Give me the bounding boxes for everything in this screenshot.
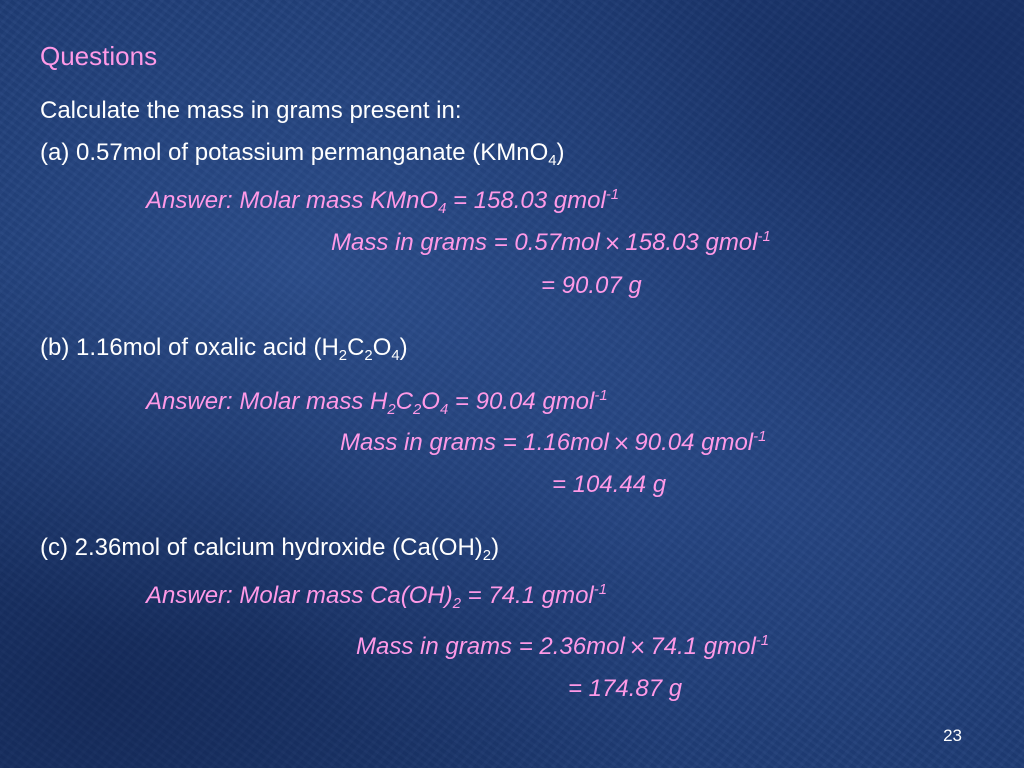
question-c: [40, 534, 500, 565]
question-a-close: ): [556, 139, 565, 166]
answer-b-molar-label: Answer: Molar mass H: [146, 388, 388, 415]
answer-c-mass-superscript: -1: [755, 633, 770, 650]
answer-a-molar-mass: [146, 187, 620, 218]
question-b-subscript-2: 2: [364, 348, 373, 365]
answer-b-molar-mass: [146, 388, 608, 419]
question-b-close: ): [399, 334, 408, 361]
answer-b-mass-label: Mass in grams = 1.16mol: [340, 429, 609, 456]
answer-a-molar-superscript: -1: [605, 187, 620, 204]
answer-c-molar-value: = 74.1 gmol: [461, 582, 594, 609]
question-a: [40, 139, 565, 170]
question-a-text: (a) 0.57mol of potassium permanganate (KMnO: [40, 139, 549, 166]
question-b-subscript-1: 2: [338, 348, 348, 365]
answer-a-molar-subscript: 4: [438, 201, 447, 218]
question-b-text: (b) 1.16mol of oxalic acid (H: [40, 334, 339, 361]
page-number: 23: [943, 726, 962, 745]
answer-b-molar-superscript: -1: [594, 388, 608, 405]
answer-b-subscript-1: 2: [387, 402, 396, 419]
times-icon: ×: [603, 231, 622, 255]
answer-b-c: C: [395, 388, 414, 415]
answer-c-result: = 174.87 g: [568, 675, 683, 702]
question-c-close: ): [491, 534, 500, 561]
answer-c-mass: [356, 633, 769, 661]
question-b-o: O: [372, 334, 392, 361]
answer-b-subscript-3: 4: [439, 402, 449, 419]
slide-title: Questions: [40, 41, 158, 71]
answer-c-molar-label: Answer: Molar mass Ca(OH): [146, 582, 453, 609]
answer-a-mass-label: Mass in grams = 0.57mol: [331, 229, 600, 256]
times-icon: ×: [612, 431, 631, 455]
intro-text: Calculate the mass in grams present in:: [40, 97, 462, 124]
answer-c-molar-subscript: 2: [452, 596, 461, 613]
answer-a-mass-superscript: -1: [757, 229, 771, 246]
answer-a-mass: [331, 229, 771, 257]
answer-a-mass-value: 158.03 gmol: [625, 229, 758, 256]
answer-c-molar-superscript: -1: [593, 582, 607, 599]
question-c-text: (c) 2.36mol of calcium hydroxide (Ca(OH): [40, 534, 483, 561]
question-c-subscript: 2: [482, 548, 492, 565]
answer-a-molar-value: = 158.03 gmol: [446, 187, 606, 214]
answer-b-result: = 104.44 g: [552, 471, 667, 498]
question-b-subscript-3: 4: [391, 348, 400, 365]
answer-a-molar-label: Answer: Molar mass KMnO: [146, 187, 439, 214]
question-a-subscript: 4: [548, 153, 557, 170]
answer-c-mass-value: 74.1 gmol: [650, 633, 756, 660]
times-icon: ×: [628, 635, 647, 659]
answer-b-subscript-2: 2: [413, 402, 422, 419]
answer-b-molar-value: = 90.04 gmol: [448, 388, 595, 415]
answer-c-mass-label: Mass in grams = 2.36mol: [356, 633, 625, 660]
answer-c-molar-mass: [146, 582, 607, 613]
answer-a-result: = 90.07 g: [541, 272, 642, 299]
question-b-c: C: [347, 334, 365, 361]
question-b: [40, 334, 408, 365]
answer-b-o: O: [421, 388, 440, 415]
answer-b-mass-value: 90.04 gmol: [634, 429, 754, 456]
answer-b-mass: [340, 429, 766, 457]
answer-b-mass-superscript: -1: [753, 429, 767, 446]
